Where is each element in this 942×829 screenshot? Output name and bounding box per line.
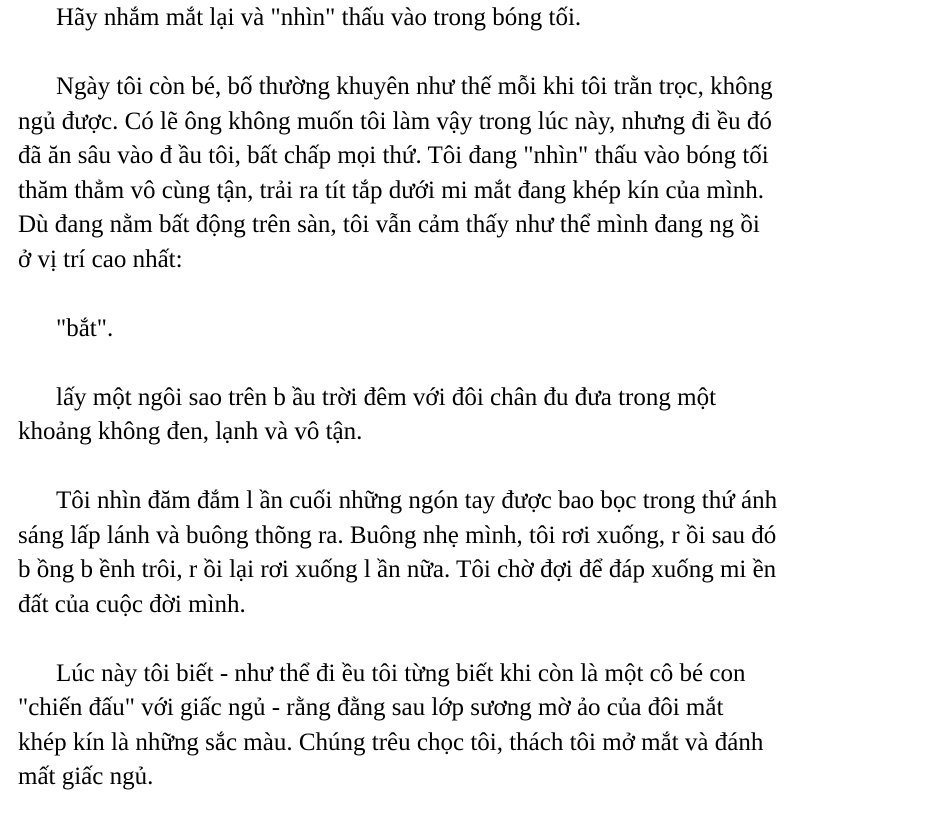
paragraph — [18, 1, 940, 36]
text-line: đã ăn sâu vào đ ầu tôi, bất chấp mọi thứ. Tôi đang "nhìn" thấu vào bóng tối — [18, 142, 769, 169]
text-line: ở vị trí cao nhất: — [18, 245, 183, 273]
text-line: thăm thẳm vô cùng tận, trải ra tít tắp dưới mi mắt đang khép kín của mình. — [18, 176, 765, 204]
text-line: Hãy nhắm mắt lại và "nhìn" thấu vào trong bóng tối. — [56, 4, 582, 31]
paragraph — [18, 70, 940, 277]
text-line: "bắt". — [56, 314, 114, 342]
document-page — [18, 1, 940, 829]
paragraph — [18, 657, 940, 795]
text-line: lấy một ngôi sao trên b ầu trời đêm với đôi chân đu đưa trong một — [56, 383, 717, 411]
text-line: b ồng b ềnh trôi, r ồi lại rơi xuống l ần nữa. Tôi chờ đợi để đáp xuống mi ền — [18, 556, 777, 583]
text-line: sáng lấp lánh và buông thõng ra. Buông nhẹ mình, tôi rơi xuống, r ồi sau đó — [18, 521, 777, 549]
text-line: Dù đang nằm bất động trên sàn, tôi vẫn cảm thấy như thể mình đang ng ồi — [18, 211, 760, 238]
text-line: Tôi nhìn đăm đắm l ần cuối những ngón tay được bao bọc trong thứ ánh — [56, 487, 778, 514]
text-line: khoảng không đen, lạnh và vô tận. — [18, 418, 363, 445]
text-line: "chiến đấu" với giấc ngủ - rằng đằng sau lớp sương mờ ảo của đôi mắt — [18, 694, 724, 721]
text-line: ngủ được. Có lẽ ông không muốn tôi làm vậy trong lúc này, nhưng đi ều đó — [18, 107, 772, 135]
paragraph — [18, 484, 940, 622]
text-line: Lúc này tôi biết - như thể đi ều tôi từng biết khi còn là một cô bé con — [56, 659, 746, 687]
paragraph — [18, 381, 940, 450]
text-line: đất của cuộc đời mình. — [18, 590, 246, 618]
text-line: mất giấc ngủ. — [18, 763, 154, 790]
text-line: Ngày tôi còn bé, bố thường khuyên như thế mỗi khi tôi trằn trọc, không — [56, 73, 773, 100]
paragraph — [18, 312, 940, 347]
text-line: khép kín là những sắc màu. Chúng trêu chọc tôi, thách tôi mở mắt và đánh — [18, 728, 764, 756]
